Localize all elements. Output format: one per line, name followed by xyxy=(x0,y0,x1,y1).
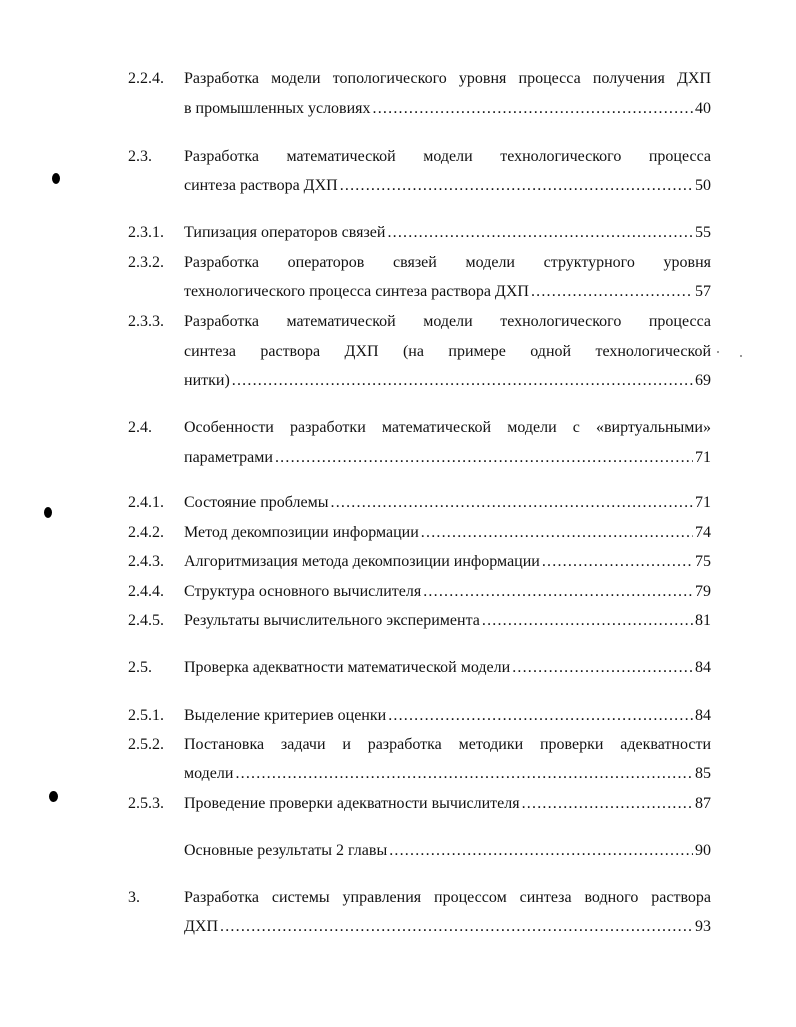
toc-entry-title-line: синтеза раствора ДХП xyxy=(184,177,338,194)
toc-entry-title-line: Типизация операторов связей xyxy=(184,224,386,241)
toc-entry-last-line xyxy=(184,443,711,473)
toc-entry-page: 40 xyxy=(695,100,711,117)
leader-dots xyxy=(531,277,693,307)
toc-entry-page: 57 xyxy=(695,283,711,300)
toc-entry-title-line: параметрами xyxy=(184,449,273,466)
toc-entry-page: 55 xyxy=(695,224,711,241)
toc-entry-page: 71 xyxy=(695,449,711,466)
toc-entry-number: 2.3.3. xyxy=(128,313,164,330)
toc-entry-last-line xyxy=(184,488,711,518)
toc-entry-title-line: Разработка операторов связей модели структурного уровня xyxy=(184,254,711,271)
toc-entry-number: 2.5. xyxy=(128,659,152,676)
leader-dots xyxy=(235,759,693,789)
toc-entry-title-line: ДХП xyxy=(184,918,219,935)
leader-dots xyxy=(373,94,693,124)
toc-entry-title-line: Разработка модели топологического уровня процесса получения ДХП xyxy=(184,70,711,87)
leader-dots xyxy=(220,912,693,942)
toc-entry-number: 2.3.2. xyxy=(128,254,164,271)
toc-entry-last-line xyxy=(184,218,711,248)
toc-entry-last-line xyxy=(184,547,711,577)
toc-entry-title-line: модели xyxy=(184,765,234,782)
toc-entry-title-line: нитки) xyxy=(184,372,230,389)
binder-hole-mark xyxy=(49,791,58,802)
toc-entry-last-line xyxy=(184,759,711,789)
toc-entry-last-line xyxy=(184,518,711,548)
toc-entry-title-line: Проведение проверки адекватности вычислителя xyxy=(184,795,520,812)
toc-entry-last-line xyxy=(184,653,711,683)
toc-entry-number: 2.3. xyxy=(128,148,152,165)
toc-entry-title-line: Разработка математической модели технологического процесса xyxy=(184,313,711,330)
toc-entry-number: 2.4.5. xyxy=(128,612,164,629)
toc-entry-number: 2.4.3. xyxy=(128,553,164,570)
toc-entry-last-line xyxy=(184,836,711,866)
toc-entry-title-line: Алгоритмизация метода декомпозиции информации xyxy=(184,553,540,570)
toc-entry-last-line xyxy=(184,701,711,731)
toc-entry-title-line: Структура основного вычислителя xyxy=(184,583,422,600)
toc-entry-title-line: Метод декомпозиции информации xyxy=(184,524,419,541)
binder-hole-mark xyxy=(52,173,60,184)
toc-entry-page: 74 xyxy=(695,524,711,541)
toc-entry-number: 2.4.4. xyxy=(128,583,164,600)
toc-entry-last-line xyxy=(184,577,711,607)
toc-entry-title-line: технологического процесса синтеза раствора ДХП xyxy=(184,283,529,300)
toc-entry-page: 81 xyxy=(695,612,711,629)
toc-entry-number: 3. xyxy=(128,889,140,906)
toc-entry-title-line: Постановка задачи и разработка методики проверки адекватности xyxy=(184,736,711,753)
toc-entry-page: 75 xyxy=(695,553,711,570)
toc-entry-number: 2.3.1. xyxy=(128,224,164,241)
scan-speck xyxy=(717,351,719,353)
toc-entry-title-line: Разработка системы управления процессом синтеза водного раствора xyxy=(184,889,711,906)
leader-dots xyxy=(542,547,693,577)
leader-dots xyxy=(421,518,693,548)
toc-entry-page: 84 xyxy=(695,659,711,676)
toc-entry-page: 50 xyxy=(695,177,711,194)
toc-entry-page: 79 xyxy=(695,583,711,600)
leader-dots xyxy=(423,577,693,607)
toc-entry-number: 2.5.1. xyxy=(128,707,164,724)
leader-dots xyxy=(482,606,693,636)
toc-entry-last-line xyxy=(184,94,711,124)
toc-entry-number: 2.4.1. xyxy=(128,494,164,511)
toc-entry-title-line: Выделение критериев оценки xyxy=(184,707,387,724)
binder-hole-mark xyxy=(44,507,52,518)
toc-entry-title-line: Основные результаты 2 главы xyxy=(184,842,388,859)
toc-entry-last-line xyxy=(184,366,711,396)
toc-entry-title-line: Разработка математической модели технологического процесса xyxy=(184,148,711,165)
leader-dots xyxy=(388,701,693,731)
leader-dots xyxy=(232,366,693,396)
toc-entry-title-line: Особенности разработки математической модели с «виртуальными» xyxy=(184,419,711,436)
toc-entry-page: 93 xyxy=(695,918,711,935)
toc-entry-page: 69 xyxy=(695,372,711,389)
toc-entry-page: 87 xyxy=(695,795,711,812)
toc-entry-title-line: Состояние проблемы xyxy=(184,494,329,511)
toc-entry-last-line xyxy=(184,171,711,201)
toc-entry-page: 85 xyxy=(695,765,711,782)
toc-entry-page: 90 xyxy=(695,842,711,859)
toc-entry-number: 2.4.2. xyxy=(128,524,164,541)
leader-dots xyxy=(275,443,693,473)
toc-entry-number: 2.5.2. xyxy=(128,736,164,753)
leader-dots xyxy=(522,789,693,819)
leader-dots xyxy=(331,488,694,518)
leader-dots xyxy=(389,836,693,866)
toc-entry-title-line: Проверка адекватности математической модели xyxy=(184,659,511,676)
toc-entry-last-line xyxy=(184,606,711,636)
toc-entry-page: 84 xyxy=(695,707,711,724)
toc-entry-number: 2.2.4. xyxy=(128,70,164,87)
leader-dots xyxy=(512,653,693,683)
leader-dots xyxy=(387,218,693,248)
toc-entry-page: 71 xyxy=(695,494,711,511)
toc-entry-title-line: Результаты вычислительного эксперимента xyxy=(184,612,480,629)
toc-entry-last-line xyxy=(184,912,711,942)
toc-entry-last-line xyxy=(184,277,711,307)
toc-entry-title-line: синтеза раствора ДХП (на примере одной технологической xyxy=(184,343,711,360)
toc-entry-number: 2.5.3. xyxy=(128,795,164,812)
leader-dots xyxy=(340,171,693,201)
toc-entry-title-line: в промышленных условиях xyxy=(184,100,371,117)
scan-speck xyxy=(740,355,742,357)
toc-entry-number: 2.4. xyxy=(128,419,152,436)
toc-entry-last-line xyxy=(184,789,711,819)
